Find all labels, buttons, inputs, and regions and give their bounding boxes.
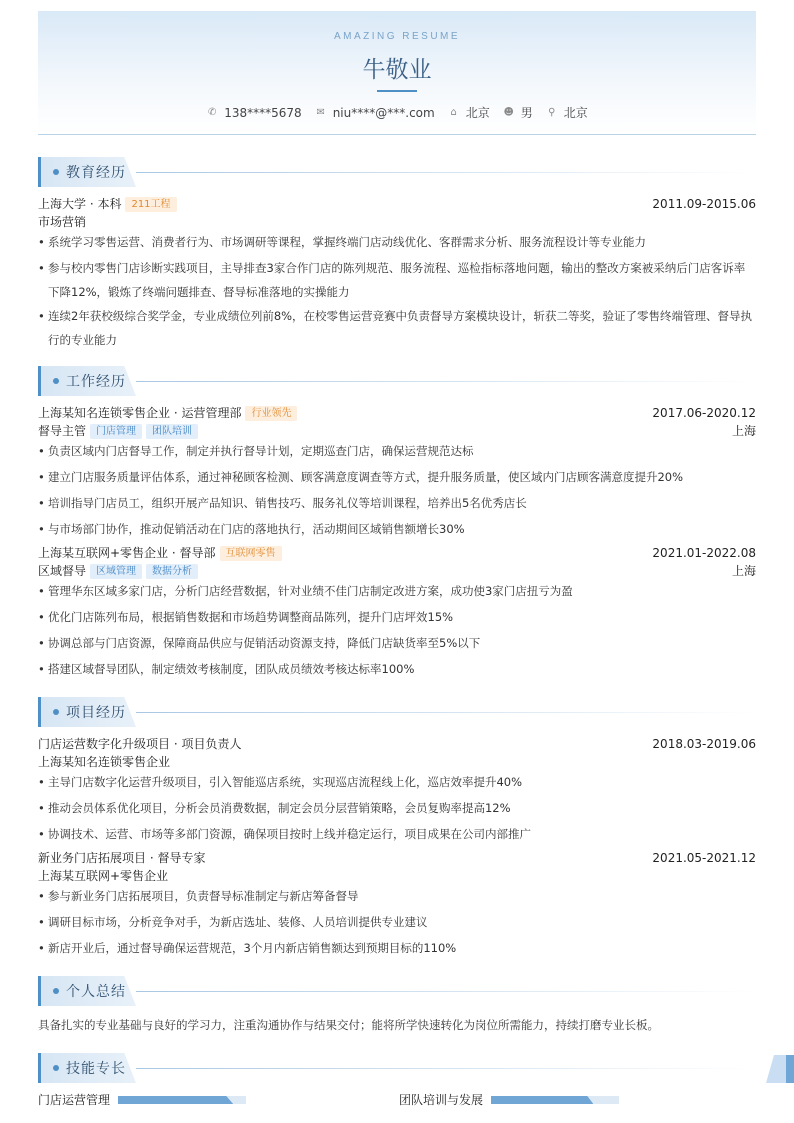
mail-icon: ✉ (316, 107, 325, 118)
company-name: 上海某知名连锁零售企业 · 运营管理部 (38, 406, 242, 420)
project-org-row (38, 868, 756, 884)
education-bullet: • 参与校内零售门店诊断实践项目，主导排查3家合作门店的陈列规范、服务流程、巡检指标落地问题，输出的整改方案被采纳后门店客诉率下降12%，锻炼了终端问题排查、督导标准落地的实操能力 (38, 256, 756, 304)
work-bullet: • 协调总部与门店资源，保障商品供应与促销活动资源支持，降低门店缺货率至5%以下 (38, 631, 756, 655)
skill-tag: 门店管理 (90, 424, 142, 439)
skill-level-bar (491, 1096, 619, 1104)
job-title: 区域督导 (38, 564, 87, 578)
phone-icon: ✆ (208, 107, 217, 118)
contact-email-text: niu****@***.com (332, 105, 435, 120)
company-tag: 互联网零售 (220, 546, 282, 561)
bullet-dot-icon (53, 988, 59, 994)
section-divider (136, 991, 756, 992)
company-tag: 行业领先 (245, 406, 297, 421)
project-dates: 2018.03-2019.06 (652, 737, 756, 751)
contact-phone (206, 106, 301, 120)
skill-level-bar (118, 1096, 246, 1104)
project-bullet: • 新店开业后，通过督导确保运营规范，3个月内新店销售额达到预期目标的110% (38, 936, 756, 960)
contact-location (546, 104, 588, 121)
resume-header (38, 11, 756, 135)
school-name: 上海大学 · 本科 (38, 197, 122, 211)
location-icon: ⚲ (548, 107, 556, 118)
contact-location-text: 北京 (563, 106, 588, 120)
skill-tag: 团队培训 (146, 424, 198, 439)
skill-tag: 数据分析 (146, 564, 198, 579)
contact-home-text: 北京 (465, 106, 490, 120)
section-label: 教育经历 (66, 165, 126, 181)
education-dates: 2011.09-2015.06 (652, 197, 756, 211)
section-label: 项目经历 (66, 705, 126, 721)
work-dates: 2021.01-2022.08 (652, 546, 756, 560)
contact-phone-text: 138****5678 (224, 105, 302, 120)
project-org-row (38, 754, 756, 770)
education-bullet: • 系统学习零售运营、消费者行为、市场调研等课程，掌握终端门店动线优化、客群需求分析、服务流程设计等专业能力 (38, 230, 756, 254)
work-bullet: • 与市场部门协作，推动促销活动在门店的落地执行，活动期间区域销售额增长30% (38, 517, 756, 541)
project-org: 上海某知名连锁零售企业 (38, 755, 171, 769)
bullet-dot-icon (53, 1065, 59, 1071)
summary-text: 具备扎实的专业基础与良好的学习力，注重沟通协作与结果交付；能将所学快速转化为岗位所需能力，持续打磨专业长板。 (38, 1018, 659, 1032)
school-tag: 211工程 (125, 197, 176, 212)
skill-name: 门店运营管理 (38, 1093, 111, 1107)
work-header-row (38, 545, 756, 561)
contact-home (448, 104, 490, 121)
section-divider (136, 1068, 756, 1069)
skill-tag: 区域管理 (90, 564, 142, 579)
resume-tagline: AMAZING RESUME (333, 31, 461, 42)
page-corner-decoration (766, 1055, 794, 1083)
work-city: 上海 (731, 564, 756, 578)
project-dates: 2021.05-2021.12 (652, 851, 756, 865)
company-name: 上海某互联网+零售企业 · 督导部 (38, 546, 216, 560)
section-divider (136, 381, 756, 382)
work-city: 上海 (731, 424, 756, 438)
section-work-title (38, 366, 756, 396)
gender-icon: ☻ (503, 107, 514, 118)
contact-list (38, 104, 756, 121)
candidate-name: 牛敬业 (362, 57, 432, 83)
project-bullet: • 调研目标市场，分析竞争对手，为新店选址、装修、人员培训提供专业建议 (38, 910, 756, 934)
skill-level-fill (491, 1096, 593, 1104)
contact-gender (503, 104, 533, 121)
skill-item (38, 1092, 246, 1108)
section-skills-title (38, 1053, 756, 1083)
work-title-row (38, 563, 756, 579)
skill-item (399, 1092, 619, 1108)
major: 市场营销 (38, 215, 87, 229)
bullet-dot-icon (53, 169, 59, 175)
section-projects-title (38, 697, 756, 727)
project-bullet: • 参与新业务门店拓展项目，负责督导标准制定与新店筹备督导 (38, 884, 756, 908)
name-underline (377, 90, 417, 92)
project-bullet: • 推动会员体系优化项目，分析会员消费数据，制定会员分层营销策略，会员复购率提高12% (38, 796, 756, 820)
project-header-row (38, 736, 756, 752)
bullet-dot-icon (53, 709, 59, 715)
home-icon: ⌂ (450, 107, 457, 118)
job-title: 督导主管 (38, 424, 87, 438)
education-header-row (38, 196, 756, 212)
work-bullet: • 负责区域内门店督导工作，制定并执行督导计划，定期巡查门店，确保运营规范达标 (38, 439, 756, 463)
project-header-row (38, 850, 756, 866)
section-divider (136, 712, 756, 713)
work-bullet: • 优化门店陈列布局，根据销售数据和市场趋势调整商品陈列，提升门店坪效15% (38, 605, 756, 629)
section-divider (136, 172, 756, 173)
work-title-row (38, 423, 756, 439)
skill-name: 团队培训与发展 (399, 1093, 484, 1107)
work-bullet: • 搭建区域督导团队，制定绩效考核制度，团队成员绩效考核达标率100% (38, 657, 756, 681)
section-label: 技能专长 (66, 1061, 126, 1077)
contact-gender-text: 男 (520, 106, 533, 120)
section-summary-title (38, 976, 756, 1006)
section-label: 工作经历 (66, 374, 126, 390)
project-name: 门店运营数字化升级项目 · 项目负责人 (38, 737, 242, 751)
education-bullet: • 连续2年获校级综合奖学金，专业成绩位列前8%，在校零售运营竞赛中负责督导方案模块设计，斩获二等奖，验证了零售终端管理、督导执行的专业能力 (38, 304, 756, 352)
contact-email (315, 106, 435, 120)
section-label: 个人总结 (66, 984, 126, 1000)
education-major-row (38, 214, 756, 230)
work-bullet: • 建立门店服务质量评估体系，通过神秘顾客检测、顾客满意度调查等方式，提升服务质量，使区域内门店顾客满意度提升20% (38, 465, 756, 489)
work-bullet: • 管理华东区域多家门店，分析门店经营数据，针对业绩不佳门店制定改进方案，成功使3家门店扭亏为盈 (38, 579, 756, 603)
work-dates: 2017.06-2020.12 (652, 406, 756, 420)
section-education-title (38, 157, 756, 187)
bullet-dot-icon (53, 378, 59, 384)
project-bullet: • 主导门店数字化运营升级项目，引入智能巡店系统，实现巡店流程线上化，巡店效率提升40% (38, 770, 756, 794)
project-name: 新业务门店拓展项目 · 督导专家 (38, 851, 206, 865)
skill-level-fill (118, 1096, 233, 1104)
project-org: 上海某互联网+零售企业 (38, 869, 169, 883)
project-bullet: • 协调技术、运营、市场等多部门资源，确保项目按时上线并稳定运行，项目成果在公司内部推广 (38, 822, 756, 846)
work-bullet: • 培训指导门店员工，组织开展产品知识、销售技巧、服务礼仪等培训课程，培养出5名优秀店长 (38, 491, 756, 515)
work-header-row (38, 405, 756, 421)
